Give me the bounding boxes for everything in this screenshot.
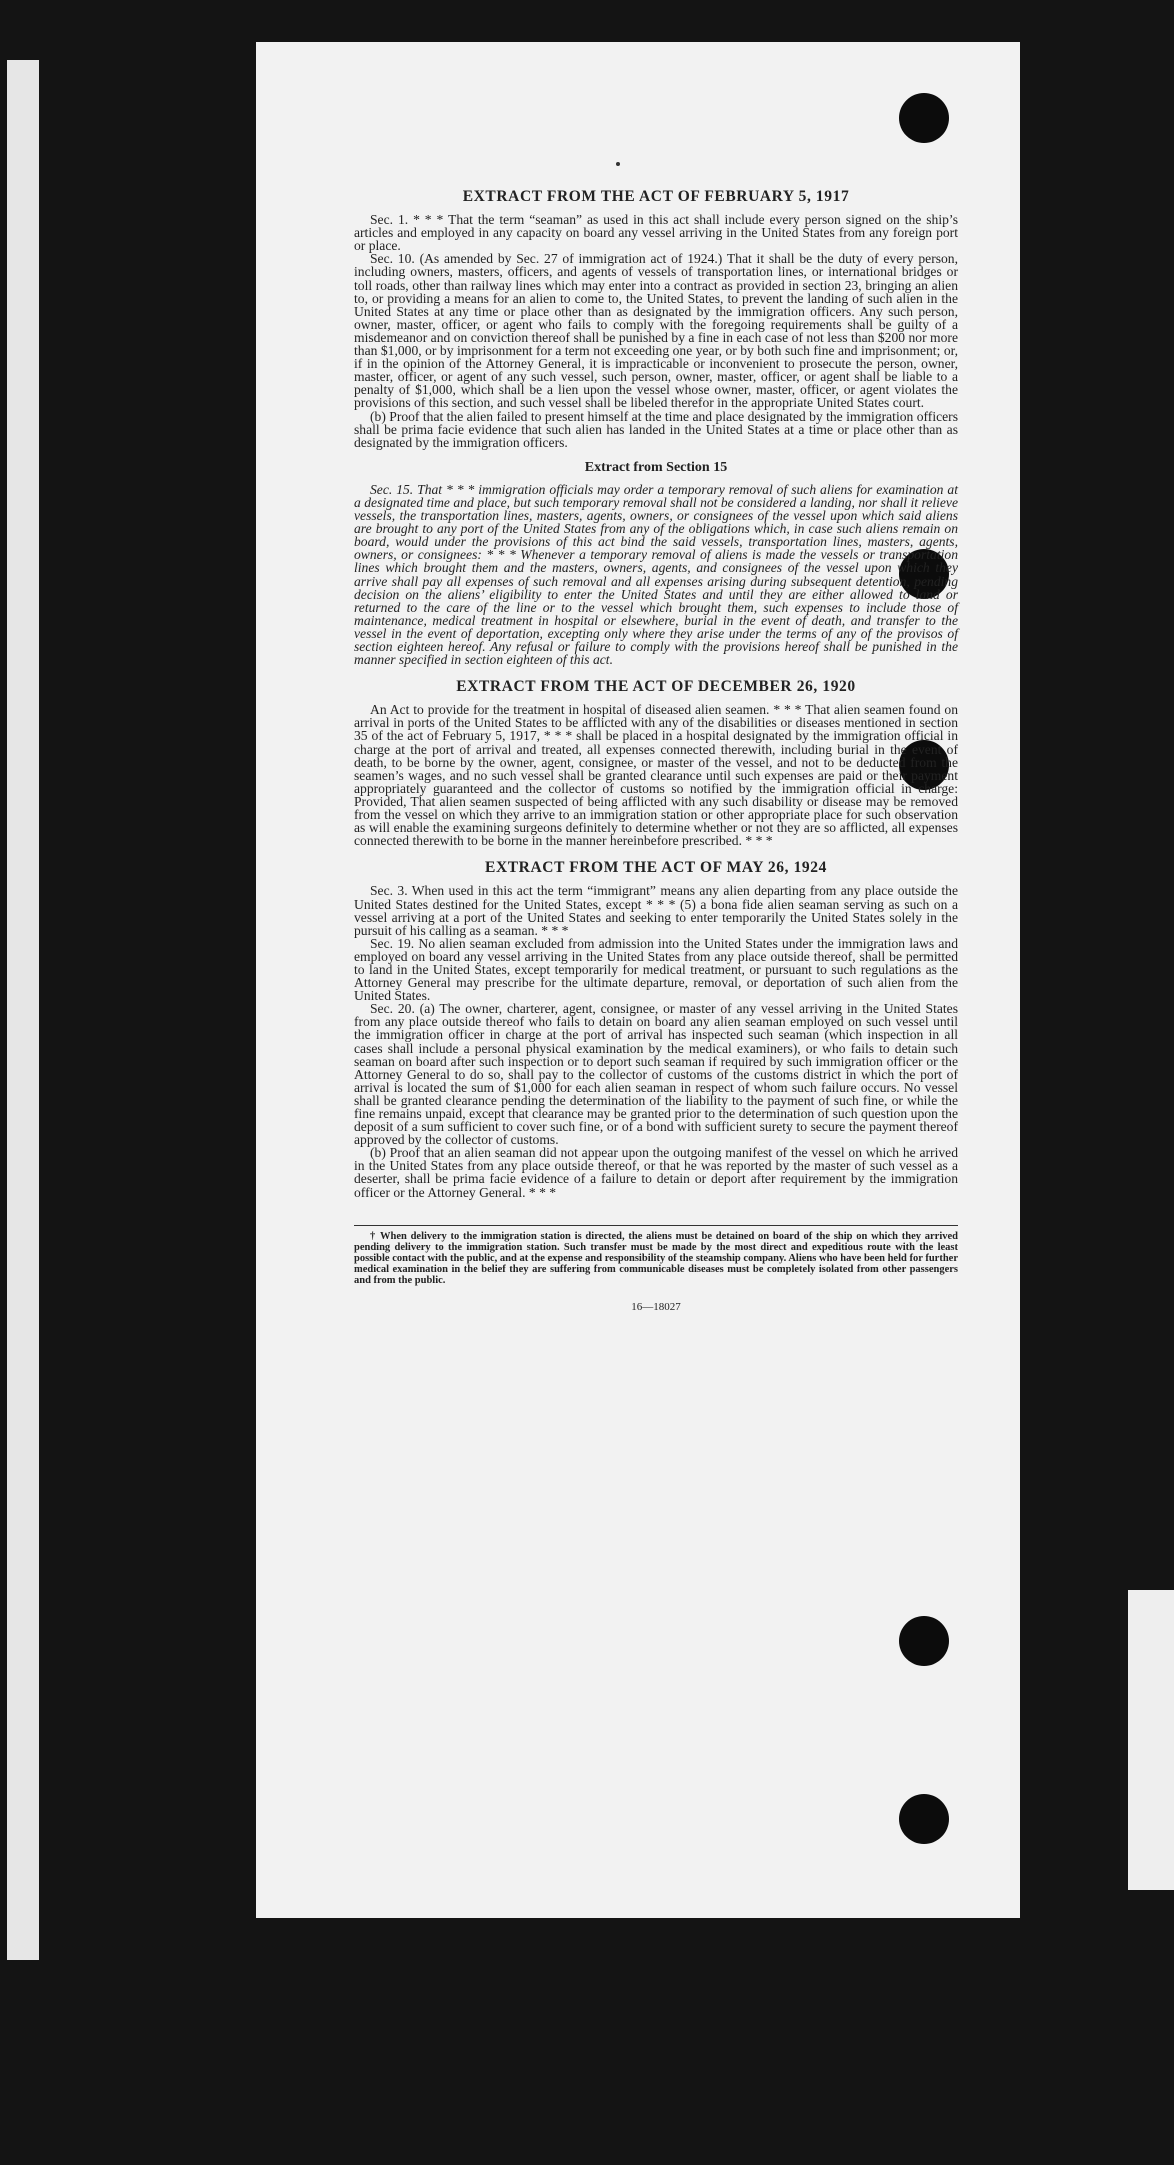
paragraph-sec-1: Sec. 1. * * * That the term “seaman” as used in this act shall include every person signed on the ship’s articles and employed in any capacity on board any vessel arriving in the United States from any foreign port or place. — [354, 212, 958, 254]
paragraph-sec-20-b: (b) Proof that an alien seaman did not appear upon the outgoing manifest of the vessel on which he arrived in the United States from any place outside thereof, or that he was reported by the master of such vessel as a deserter, shall be prima facie evidence of a failure to detain or deport after requirement by the immigration officer or the Attorney General. * * * — [354, 1145, 958, 1200]
paragraph-sec-10: Sec. 10. (As amended by Sec. 27 of immigration act of 1924.) That it shall be the duty of every person, including owners, masters, officers, and agents of vessels of transportation lines, or international bridges or toll roads, other than railway lines which may enter into a contract as provided in section 23, bringing an alien to, or providing a means for an alien to come to, the United States, to prevent the landing of such alien in the United States at any time or place other than as designated by the immigration officers. Any such person, owner, master, officer, or agent who fails to comply with the foregoing requirements shall be guilty of a misdemeanor and on conviction thereof shall be punished by a fine in each case of not less than $200 nor more than $1,000, or by imprisonment for a term not exceeding one year, or by both such fine and imprisonment; or, if in the opinion of the Attorney General, it is impracticable or inconvenient to prosecute the person, owner, master, officer, or agent of any such vessel, such person, owner, master, officer, or agent shall be liable to a penalty of $1,000, which shall be a lien upon the vessel whose owner, master, officer, or agent violates the provisions of this section, and such vessel shall be libeled therefor in the appropriate United States court. — [354, 251, 958, 411]
speck-mark — [616, 162, 620, 166]
paragraph-sec-10-b: (b) Proof that the alien failed to present himself at the time and place designated by the immigration officers shall be prima facie evidence that such alien has landed in the United States at a time or place other than as designated by the immigration officers. — [354, 408, 958, 450]
punch-hole — [899, 1616, 949, 1666]
paragraph-sec-20-a: Sec. 20. (a) The owner, charterer, agent, consignee, or master of any vessel arriving in the United States from any place outside thereof who fails to detain on board any alien seaman employed on such vessel until the immigration officer in charge at the port of arrival has inspected such seaman (which inspection in all cases shall include a personal physical examination by the medical examiners), or who fails to detain such seaman on board after such inspection or to deport such seaman if required by such immigration officer or the Attorney General to do so, shall pay to the collector of customs of the customs district in which the port of arrival is located the sum of $1,000 for each alien seaman in respect of whom such failure occurs. No vessel shall be granted clearance pending the determination of the liability to the payment of such fine, or while the fine remains unpaid, except that clearance may be granted prior to the determination of such question upon the deposit of a sum sufficient to cover such fine, or of a bond with sufficient surety to secure the payment thereof approved by the collector of customs. — [354, 1001, 958, 1148]
paragraph-sec-19: Sec. 19. No alien seaman excluded from admission into the United States under the immigration laws and employed on board any vessel arriving in the United States from any place outside thereof, shall be permitted to land in the United States, except temporarily for medical treatment, or pursuant to such regulations as the Attorney General may prescribe for the ultimate departure, removal, or deportation of such alien from the United States. — [354, 935, 958, 1004]
paragraph-sec-3: Sec. 3. When used in this act the term “immigrant” means any alien departing from any place outside the United States destined for the United States, except * * * (5) a bona fide alien seaman serving as such on a vessel arriving at a port of the United States and seeking to enter temporarily the United States solely in the pursuit of his calling as a seaman. * * * — [354, 883, 958, 938]
footnote: † When delivery to the immigration station is directed, the aliens must be detained on board of the ship on which they arrived pending delivery to the immigration station. Such transfer must be made by the most direct and expeditious route with the least possible contact with the public, and at the expense and responsibility of the steamship company. Aliens who have been held for further medical examination in the belief they are suffering from communicable diseases must be completely isolated from other passengers and from the public. — [354, 1230, 958, 1286]
heading-act-1920: EXTRACT FROM THE ACT OF DECEMBER 26, 1920 — [456, 678, 856, 696]
adjacent-page-right-edge — [1128, 1590, 1174, 1890]
paragraph-sec-15: Sec. 15. That * * * immigration officials may order a temporary removal of such aliens for examination at a designated time and place, but such temporary removal shall not be considered a landing, nor shall it relieve vessels, the transportation lines, masters, agents, owners, or consignees of the vessel upon which said aliens are brought to any port of the United States from any of the obligations which, in case such aliens remain on board, would under the provisions of this act bind the said vessels, transportation lines, masters, agents, owners, or consignees: * * * Whenever a temporary removal of aliens is made the vessels or transportation lines which brought them and the masters, owners, agents, and consignees of the vessel upon which they arrive shall pay all expenses of such removal and all expenses arising during subsequent detention, pending decision on the aliens’ eligibility to enter the United States and until they are either allowed to land or returned to the care of the line or to the vessel which brought them, such expenses to include those of maintenance, medical treatment in hospital or elsewhere, burial in the event of death, and transfer to the vessel in the event of deportation, excepting only where they arise under the terms of any of the provisos of section eighteen hereof. Any refusal or failure to comply with the provisions hereof shall be punished in the manner specified in section eighteen of this act. — [354, 481, 958, 668]
heading-act-1917: EXTRACT FROM THE ACT OF FEBRUARY 5, 1917 — [462, 188, 850, 205]
heading-act-1924: EXTRACT FROM THE ACT OF MAY 26, 1924 — [485, 859, 827, 877]
punch-hole — [899, 1794, 949, 1844]
document-body — [354, 190, 958, 1314]
page-number: 16—18027 — [631, 1300, 681, 1313]
paragraph-act-1920: An Act to provide for the treatment in hospital of diseased alien seamen. * * * That alien seamen found on arrival in ports of the United States to be afflicted with any of the disabilities or diseases mentioned in section 35 of the act of February 5, 1917, * * * shall be placed in a hospital designated by the immigration official in charge at the port of arrival and treated, all expenses connected therewith, including burial in the event of death, to be borne by the owner, agent, consignee, or master of the vessel, and not to be deducted from the seamen’s wages, and no such vessel shall be granted clearance until such expenses are paid or their payment appropriately guaranteed and the collector of customs so notified by the immigration official in charge: Provided, That alien seamen suspected of being afflicted with any such disability or disease may be removed from the vessel on which they arrive to an immigration station or other appropriate place for such observation as will enable the examining surgeons definitely to determine whether or not they are so afflicted, all expenses connected therewith to be borne in the manner hereinbefore prescribed. * * * — [354, 702, 958, 849]
footnote-divider — [354, 1225, 958, 1226]
adjacent-page-left-edge — [7, 60, 39, 1960]
heading-section-15: Extract from Section 15 — [584, 459, 728, 475]
punch-hole — [899, 93, 949, 143]
document-page — [256, 42, 1020, 1918]
